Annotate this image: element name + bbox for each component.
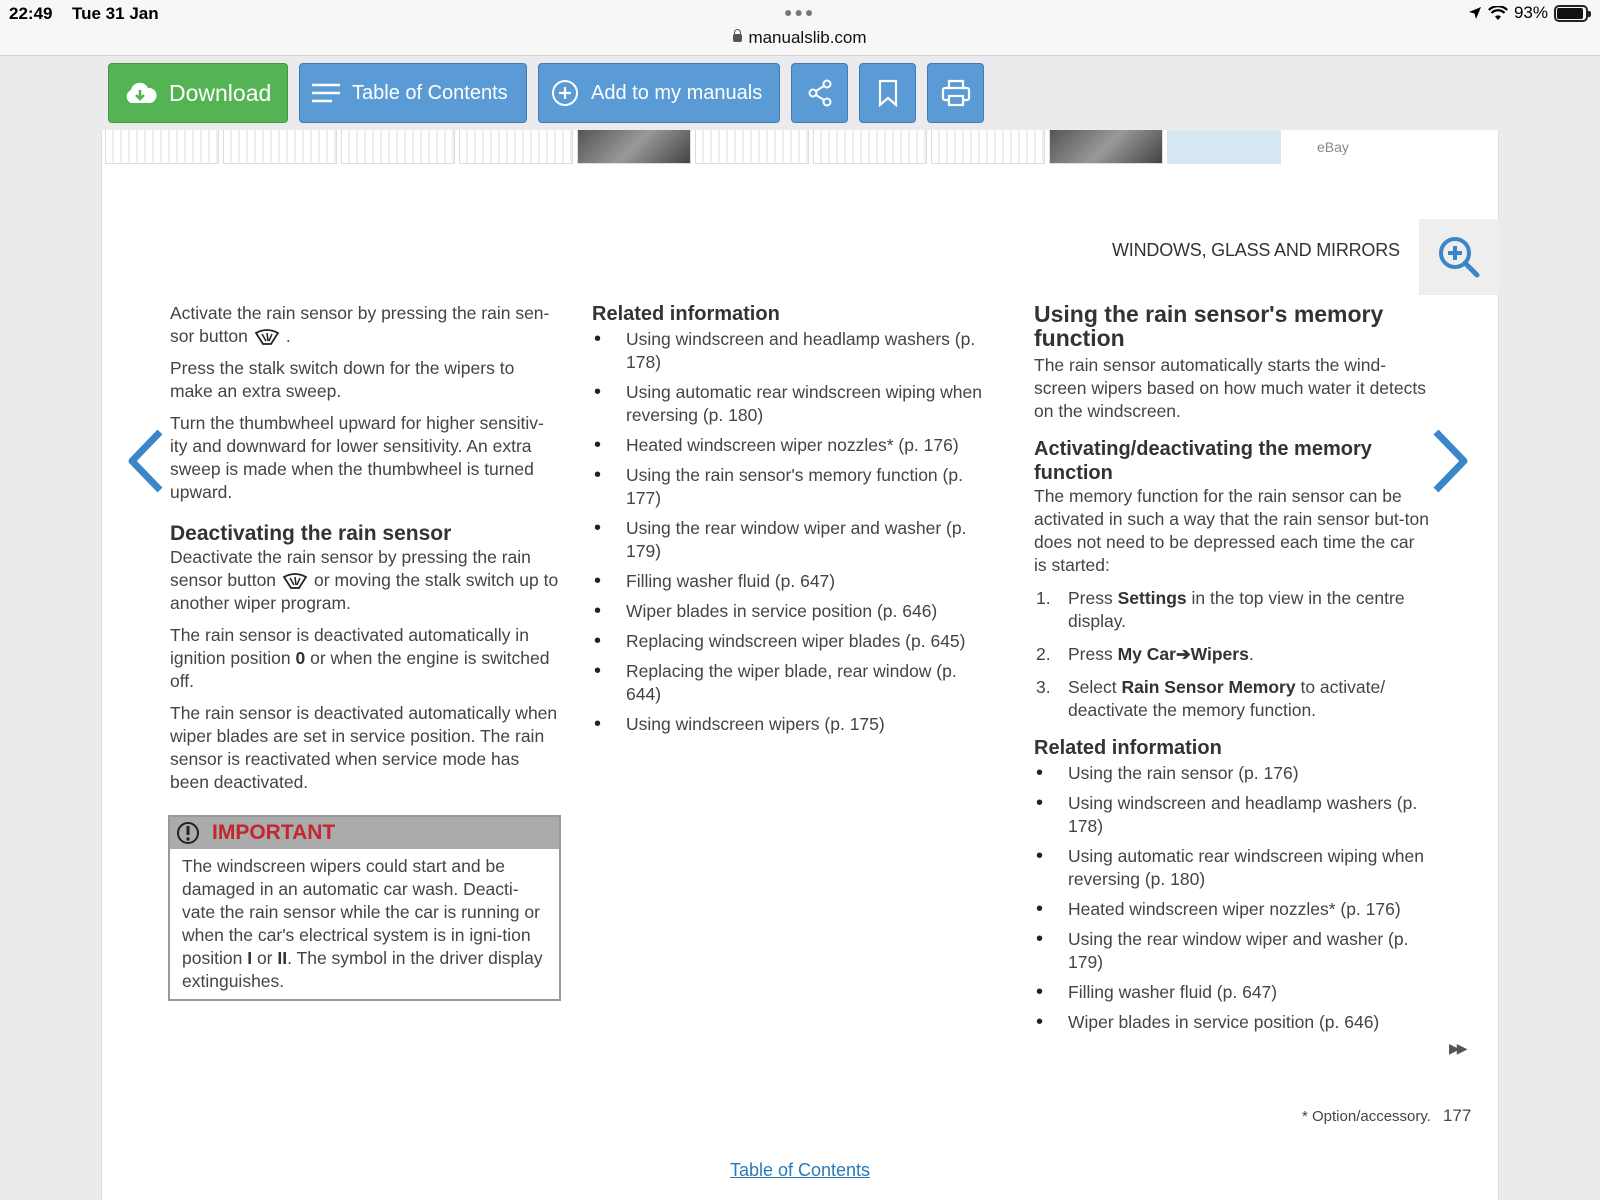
step-item: 3. Select Rain Sensor Memory to activate/ deactivate the memory function. — [1036, 677, 1386, 720]
download-button[interactable] — [108, 63, 288, 123]
section-heading: Activating/deactivating the memory function — [1034, 438, 1372, 484]
next-page-button[interactable] — [1430, 428, 1470, 499]
ad-thumbnail[interactable] — [459, 130, 573, 164]
related-links-list — [592, 328, 982, 736]
bookmark-button[interactable] — [859, 63, 916, 123]
related-link[interactable]: • Replacing windscreen wiper blades (p. 645) — [592, 630, 982, 653]
paragraph: The rain sensor automatically starts the wind-screen wipers based on how much water it detects on the windscreen. — [1034, 355, 1426, 421]
important-title: IMPORTANT — [212, 821, 336, 844]
share-button[interactable] — [791, 63, 848, 123]
plus-circle-icon — [551, 79, 579, 107]
important-notice-box — [168, 815, 561, 1001]
related-link[interactable]: • Using the rear window wiper and washer (p. 179) — [1034, 928, 1429, 974]
continued-arrows-icon: ▶▶ — [1449, 1040, 1465, 1056]
page-footer — [1302, 1106, 1471, 1126]
printer-icon — [941, 79, 971, 107]
ad-thumbnail[interactable] — [931, 130, 1045, 164]
related-link[interactable]: • Using the rear window wiper and washer (p. 179) — [592, 517, 982, 563]
clock: 22:49 — [9, 4, 53, 23]
multitask-dots-icon[interactable]: ●●● — [784, 4, 816, 20]
date: Tue 31 Jan — [72, 4, 159, 23]
step-item: 2. Press My Car➔Wipers. — [1036, 644, 1254, 664]
chevron-right-icon — [1430, 428, 1470, 494]
text-column-middle — [592, 302, 982, 743]
ad-thumbnail[interactable] — [577, 130, 691, 164]
zoom-in-icon — [1437, 235, 1481, 279]
related-link[interactable]: • Using the rain sensor (p. 176) — [1034, 762, 1429, 785]
related-link[interactable]: • Wiper blades in service position (p. 646) — [592, 600, 982, 623]
paragraph: The rain sensor is deactivated automatically when wiper blades are set in service position. The rain sensor is reactivated when service mode has been deactivated. — [170, 703, 558, 792]
add-label: Add to my manuals — [591, 81, 763, 104]
important-header — [170, 817, 559, 849]
arrow-right-icon: ➔ — [1175, 644, 1191, 664]
manual-page — [101, 130, 1499, 1200]
section-title: Using the rain sensor's memory function — [1034, 301, 1384, 351]
ebay-label[interactable]: eBay — [1317, 139, 1349, 155]
battery-percent: 93% — [1513, 3, 1548, 22]
ad-thumbnail[interactable] — [813, 130, 927, 164]
ad-thumbnail[interactable] — [341, 130, 455, 164]
footnote: * Option/accessory. — [1302, 1108, 1431, 1125]
bookmark-icon — [877, 79, 899, 107]
related-link[interactable]: • Filling washer fluid (p. 647) — [592, 570, 982, 593]
status-icons — [1468, 3, 1588, 23]
ad-thumbnail-strip — [105, 130, 1281, 166]
paragraph: Activate the rain sensor by pressing the rain sen-sor button . — [170, 303, 550, 346]
related-link[interactable]: • Using windscreen and headlamp washers (p. 178) — [592, 328, 982, 374]
running-head: WINDOWS, GLASS AND MIRRORS — [1112, 240, 1400, 260]
url-text: manualslib.com — [748, 28, 867, 47]
table-of-contents-button[interactable] — [299, 63, 527, 123]
page-number: 177 — [1442, 1106, 1472, 1125]
paragraph: The memory function for the rain sensor can be activated in such a way that the rain sensor but-ton does not need to be depressed each time the car is started: — [1034, 486, 1429, 575]
related-link[interactable]: • Using automatic rear windscreen wiping when reversing (p. 180) — [1034, 845, 1429, 891]
print-button[interactable] — [927, 63, 984, 123]
lock-icon — [733, 34, 742, 42]
add-to-my-manuals-button[interactable] — [538, 63, 780, 123]
ad-thumbnail[interactable] — [1049, 130, 1163, 164]
download-label: Download — [169, 79, 272, 106]
section-heading: Deactivating the rain sensor — [170, 522, 452, 545]
text-column-left — [170, 302, 560, 803]
bottom-table-of-contents-link[interactable]: Table of Contents — [729, 1160, 871, 1180]
ad-thumbnail[interactable] — [1167, 130, 1281, 164]
step-item: 1. Press Settings in the top view in the centre display. — [1036, 588, 1405, 631]
text-column-right — [1034, 302, 1429, 1041]
paragraph: Turn the thumbwheel upward for higher sensitiv-ity and downward for lower sensitivity. An extra sweep is made when the thumbwheel is turned upward. — [170, 413, 544, 502]
status-bar — [0, 0, 1600, 56]
related-link[interactable]: • Using windscreen wipers (p. 175) — [592, 713, 982, 736]
exclamation-circle-icon — [176, 821, 200, 845]
previous-page-button[interactable] — [126, 428, 166, 499]
important-text: The windscreen wipers could start and be damaged in an automatic car wash. Deacti-vate the rain sensor while the car is running or when the car's electrical system is in igni-tion position I or II. The symbol in the driver display extinguishes. — [182, 856, 543, 991]
paragraph: The rain sensor is deactivated automatically in ignition position 0 or when the engine is switched off. — [170, 625, 550, 691]
related-link[interactable]: • Heated windscreen wiper nozzles* (p. 176) — [592, 434, 982, 457]
battery-icon — [1554, 5, 1588, 22]
ad-thumbnail[interactable] — [695, 130, 809, 164]
paragraph: Press the stalk switch down for the wipers to make an extra sweep. — [170, 358, 515, 401]
zoom-button[interactable] — [1419, 219, 1499, 295]
menu-lines-icon — [312, 83, 340, 103]
related-link[interactable]: • Using the rain sensor's memory function (p. 177) — [592, 464, 982, 510]
related-link[interactable]: • Using automatic rear windscreen wiping when reversing (p. 180) — [592, 381, 982, 427]
rain-sensor-icon — [254, 329, 280, 345]
manual-toolbar — [108, 63, 984, 123]
share-icon — [807, 79, 833, 107]
ad-thumbnail[interactable] — [223, 130, 337, 164]
related-information-heading: Related information — [1034, 737, 1222, 759]
related-link[interactable]: • Filling washer fluid (p. 647) — [1034, 981, 1429, 1004]
chevron-left-icon — [126, 428, 166, 494]
related-link[interactable]: • Wiper blades in service position (p. 646) — [1034, 1011, 1429, 1034]
cloud-download-icon — [123, 81, 157, 105]
wifi-icon — [1488, 6, 1508, 21]
related-information-heading: Related information — [592, 303, 780, 325]
related-link[interactable]: • Replacing the wiper blade, rear window (p. 644) — [592, 660, 982, 706]
rain-sensor-icon — [282, 573, 308, 589]
toc-label: Table of Contents — [352, 81, 508, 104]
related-link[interactable]: • Heated windscreen wiper nozzles* (p. 176) — [1034, 898, 1429, 921]
location-arrow-icon — [1468, 6, 1482, 20]
paragraph: Deactivate the rain sensor by pressing the rain sensor button or moving the stalk switch up to another wiper program. — [170, 547, 559, 613]
related-links-list — [1034, 762, 1429, 1034]
ad-thumbnail[interactable] — [105, 130, 219, 164]
address-bar[interactable] — [0, 28, 1600, 48]
steps-list — [1034, 587, 1429, 722]
related-link[interactable]: • Using windscreen and headlamp washers (p. 178) — [1034, 792, 1429, 838]
